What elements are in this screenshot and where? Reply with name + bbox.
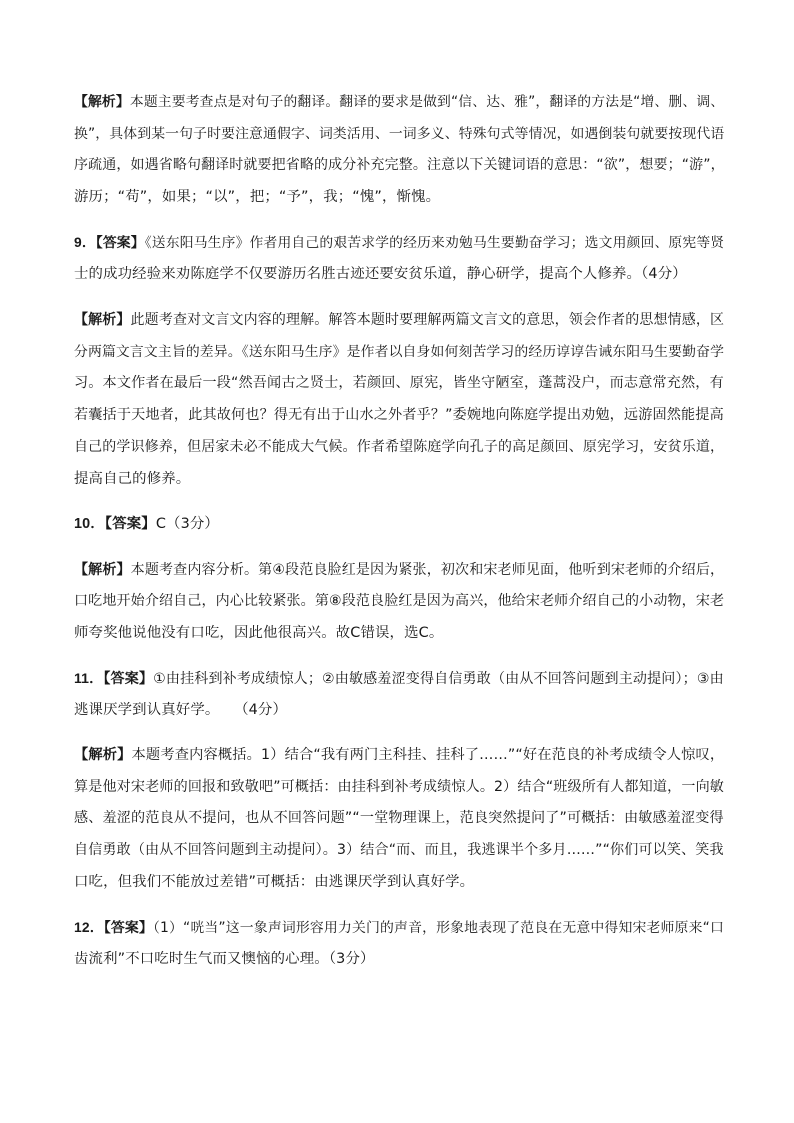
body-text: 算是他对宋老师的回报和致敬吧”可概括：由挂科到补考成绩惊人。2）结合“班级所有人都知道，一向敏 — [74, 779, 725, 795]
text-line — [74, 187, 440, 207]
body-text: C（3分） — [155, 516, 219, 532]
question-number: 12． — [74, 919, 104, 935]
body-text: 自信勇敢（由从不回答问题到主动提问）。3）结合“而、而且，我逃课半个多月……”“你们可以笑、笑我 — [74, 842, 724, 858]
body-text: 习。本文作者在最后一段“然吾闻古之贤士，若颜回、原宪，皆坐守陋室，蓬蒿没户，而志意常充然，有 — [74, 375, 724, 391]
text-line — [74, 560, 724, 580]
section-tag: 【解析】 — [74, 312, 131, 328]
text-line — [74, 469, 190, 489]
question-number: 10． — [74, 516, 105, 532]
text-line — [74, 124, 724, 144]
body-text: 口吃，但我们不能放过差错”可概括：由逃课厌学到认真好学。 — [74, 874, 475, 890]
question-number: 9． — [74, 234, 96, 250]
text-line — [74, 917, 724, 938]
body-text: 游历；“苟”，如果；“以”，把；“予”，我；“愧”，惭愧。 — [74, 189, 441, 205]
body-text: （1）“咣当”这一象声词形容用力关门的声音，形象地表现了范良在无意中得知宋老师原来“口 — [152, 920, 724, 936]
body-text: 《送东阳马生序》作者用自己的艰苦求学的经历来劝勉马生要勤奋学习；选文用颜回、原宪等贤 — [144, 235, 725, 251]
text-line — [74, 623, 443, 643]
question-number: 11． — [74, 670, 104, 686]
body-text: 本题考查内容概括。1）结合“我有两门主科挂、挂科了……”“好在范良的补考成绩令人惊叹， — [131, 747, 725, 763]
section-tag: 【答案】 — [103, 920, 153, 936]
text-line — [74, 405, 724, 425]
body-text: 口吃地开始介绍自己，内心比较紧张。第⑧段范良脸红是因为高兴，他给宋老师介绍自己的小动物，宋老 — [74, 593, 725, 609]
body-text: 士的成功经验来劝陈庭学不仅要游历名胜古迹还要安贫乐道，静心研学，提高个人修养。（4分） — [74, 266, 687, 282]
body-text: 逃课厌学到认真好学。 （4分） — [74, 702, 288, 718]
body-text: 提高自己的修养。 — [74, 471, 191, 487]
text-line — [74, 92, 724, 112]
section-tag: 【解析】 — [74, 562, 131, 578]
text-line — [74, 155, 725, 175]
text-line — [74, 808, 724, 828]
body-text: 感、羞涩的范良从不提问，也从不回答问题”“一堂物理课上，范良突然提问了”可概括：由敏感羞涩变得 — [74, 810, 724, 826]
text-line — [74, 310, 724, 330]
text-line — [74, 840, 724, 860]
section-tag: 【答案】 — [95, 235, 145, 251]
text-line — [74, 745, 724, 765]
text-line — [74, 777, 724, 797]
body-text: 本题考查内容分析。第④段范良脸红是因为紧张，初次和宋老师见面，他听到宋老师的介绍后， — [130, 562, 725, 578]
body-text: 此题考查对文言文内容的理解。解答本题时要理解两篇文言文的意思，领会作者的思想情感，区 — [130, 312, 725, 328]
text-line — [74, 700, 287, 720]
body-text: 若囊括于天地者，此其故何也？得无有出于山水之外者乎？”委婉地向陈庭学提出劝勉，远游固然能提高 — [74, 407, 724, 423]
section-tag: 【答案】 — [104, 516, 156, 532]
body-text: 师夸奖他说他没有口吃，因此他很高兴。故C错误，选C。 — [74, 625, 444, 641]
body-text: 齿流利”不口吃时生气而又懊恼的心理。（3分） — [74, 951, 375, 967]
text-line — [74, 514, 219, 534]
section-tag: 【解析】 — [74, 747, 132, 763]
body-text: ①由挂科到补考成绩惊人；②由敏感羞涩变得自信勇敢（由从不回答问题到主动提问）；③由 — [153, 671, 724, 687]
text-line — [74, 591, 724, 611]
body-text: 序疏通，如遇省略句翻译时就要把省略的成分补充完整。注意以下关键词语的意思：“欲”，想要；“游”， — [74, 157, 725, 173]
text-line — [74, 872, 474, 892]
text-line — [74, 232, 724, 253]
body-text: 换”，具体到某一句子时要注意通假字、词类活用、一词多义、特殊句式等情况，如遇倒装句就要按现代语 — [74, 126, 725, 142]
section-tag: 【解析】 — [74, 94, 130, 110]
text-line — [74, 264, 687, 284]
section-tag: 【答案】 — [103, 671, 154, 687]
body-text: 本题主要考查点是对句子的翻译。翻译的要求是做到“信、达、雅”，翻译的方法是“增、删、调、 — [129, 94, 725, 110]
text-line — [74, 437, 724, 457]
body-text: 自己的学识修养，但居家未必不能成大气候。作者希望陈庭学向孔子的高足颜回、原宪学习，安贫乐道， — [74, 439, 725, 455]
text-line — [74, 668, 724, 689]
text-line — [74, 949, 375, 969]
body-text: 分两篇文言文主旨的差异。《送东阳马生序》是作者以自身如何刻苦学习的经历谆谆告诫东阳马生要勤奋学 — [74, 344, 725, 360]
text-line — [74, 373, 724, 393]
text-line — [74, 342, 724, 362]
